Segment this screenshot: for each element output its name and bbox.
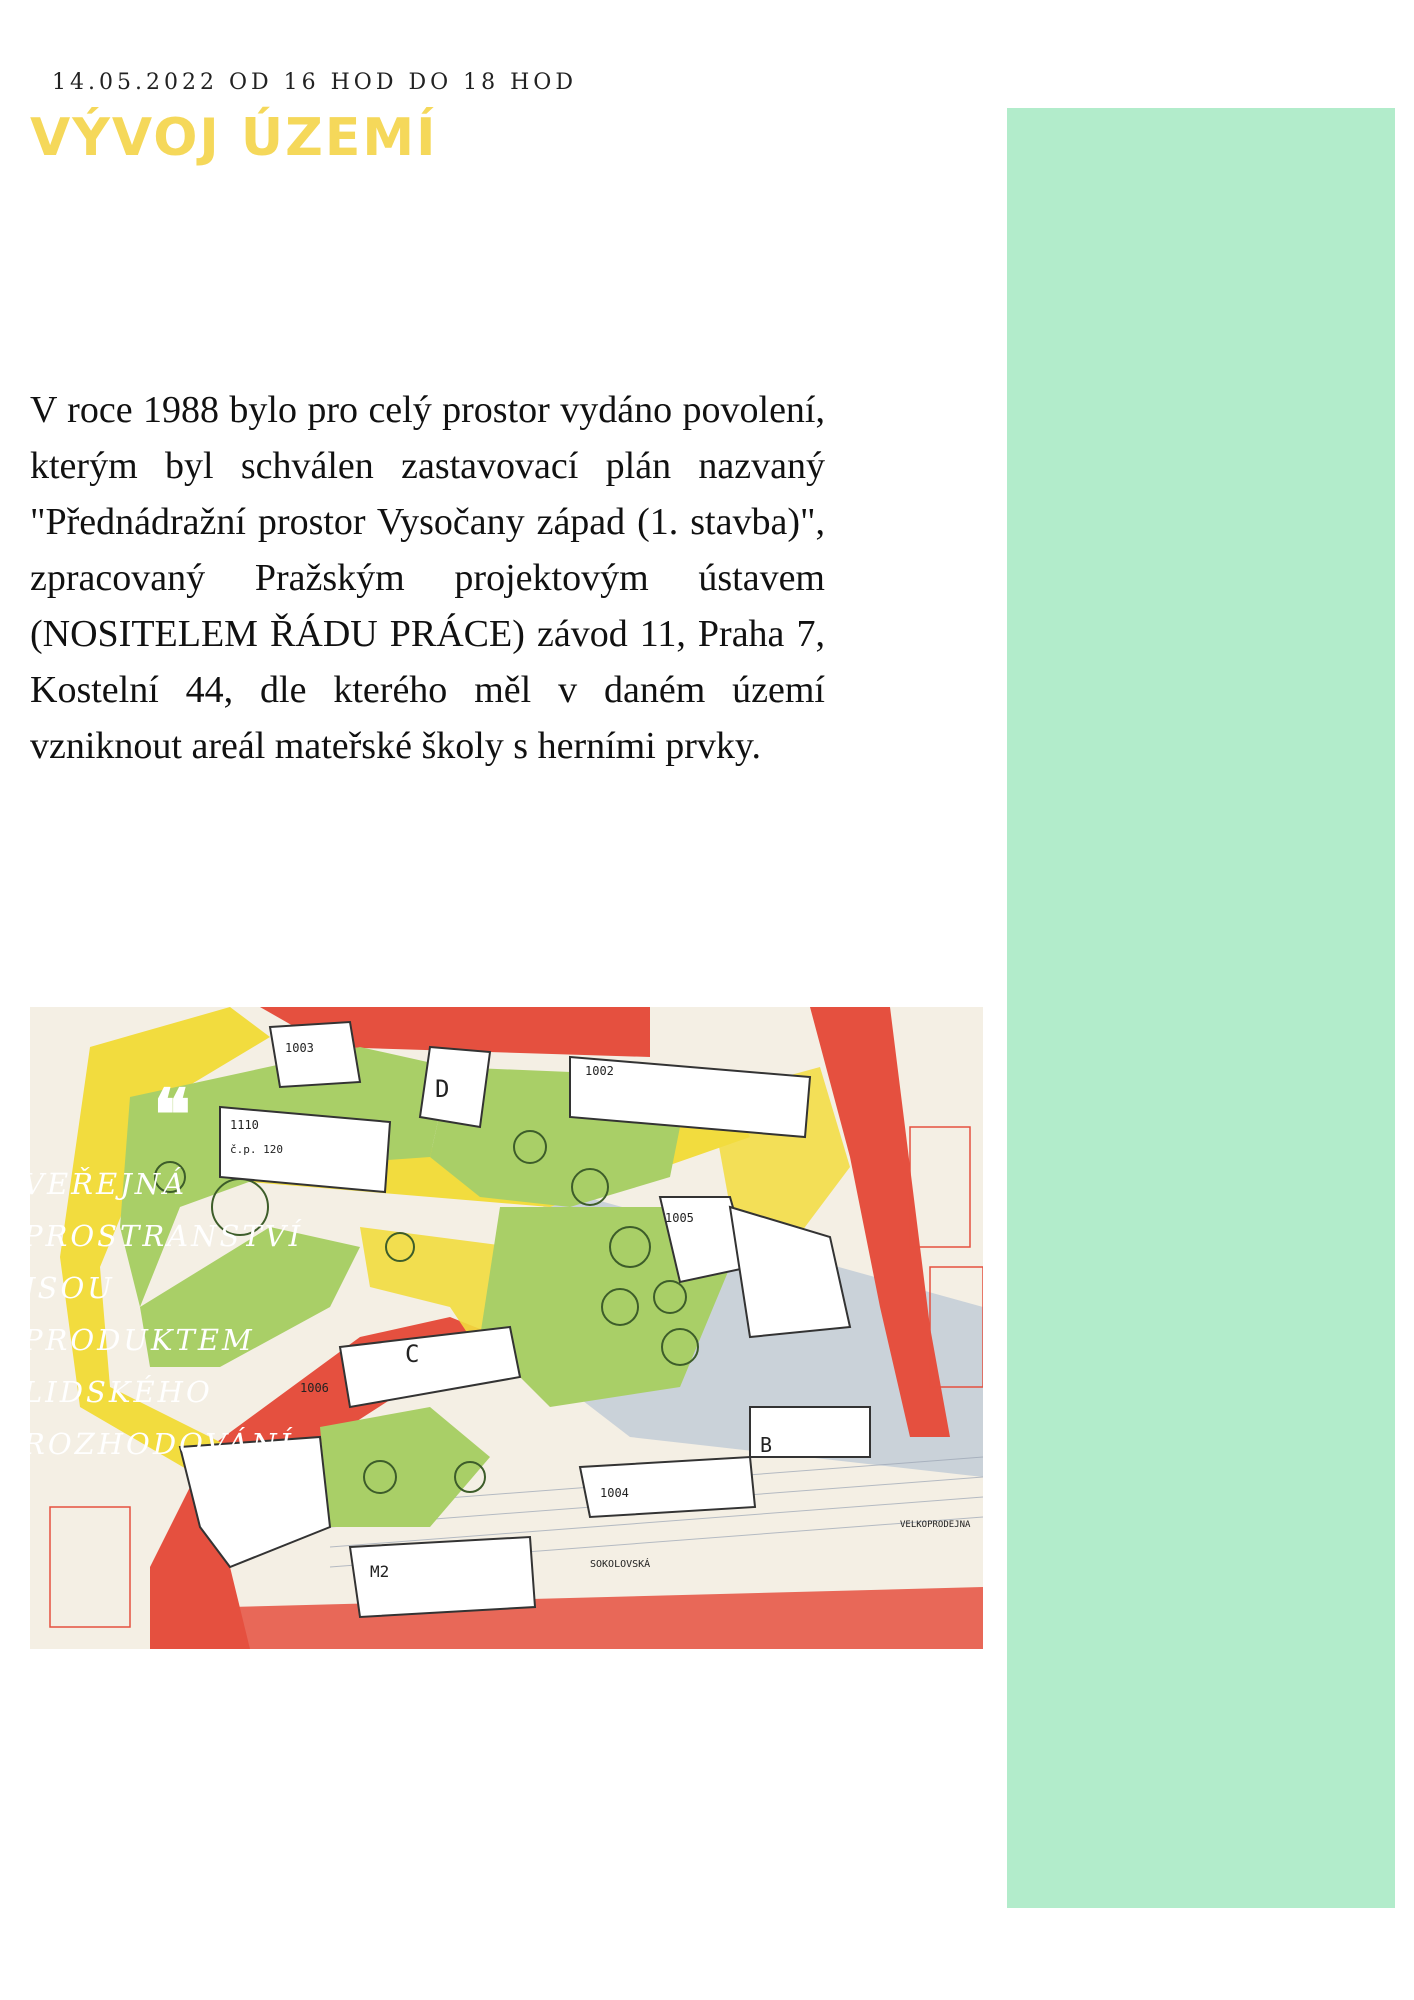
body-paragraph: V roce 1988 bylo pro celý prostor vydáno povolení, kterým byl schválen zastavovací plán nazvaný "Přednádražní prostor Vysočany západ (1. stavba)", zpracovaný Pražským projektovým ústavem (NOSITELEM ŘÁDU PRÁCE) závod 11, Praha 7, Kostelní 44, dle kterého měl v daném území vzniknout areál mateřské školy s herními prvky. [30, 389, 825, 767]
quote-sidebar [1007, 108, 1395, 1908]
quote-mark-icon: ❝ [153, 1073, 191, 1156]
label-c: C [405, 1340, 420, 1368]
label-1110: 1110 [230, 1118, 259, 1132]
sidebar-quote [23, 1158, 373, 1470]
quote-line: PROSTRANSTVÍ [23, 1219, 304, 1253]
quote-line: ROZHODOVÁNÍ [23, 1427, 295, 1461]
label-d: D [435, 1075, 450, 1103]
label-120: č.p. 120 [230, 1143, 283, 1156]
event-date: 14.05.2022 OD 16 HOD DO 18 HOD [52, 70, 577, 95]
label-b: B [760, 1433, 773, 1457]
label-1005: 1005 [665, 1211, 694, 1225]
label-1003: 1003 [285, 1041, 314, 1055]
quote-line: JSOU [23, 1271, 115, 1305]
label-m2: M2 [370, 1562, 390, 1581]
page-title: VÝVOJ ÚZEMÍ [30, 108, 438, 168]
label-1002: 1002 [585, 1064, 614, 1078]
label-1004: 1004 [600, 1486, 629, 1500]
quote-line: VEŘEJNÁ [23, 1167, 188, 1201]
label-street-1: SOKOLOVSKÁ [590, 1559, 651, 1570]
label-street-2: VELKOPRODEJNA [900, 1520, 971, 1530]
quote-line: PRODUKTEM [23, 1323, 255, 1357]
label-1006: 1006 [300, 1381, 329, 1395]
quote-line: LIDSKÉHO [23, 1375, 213, 1409]
